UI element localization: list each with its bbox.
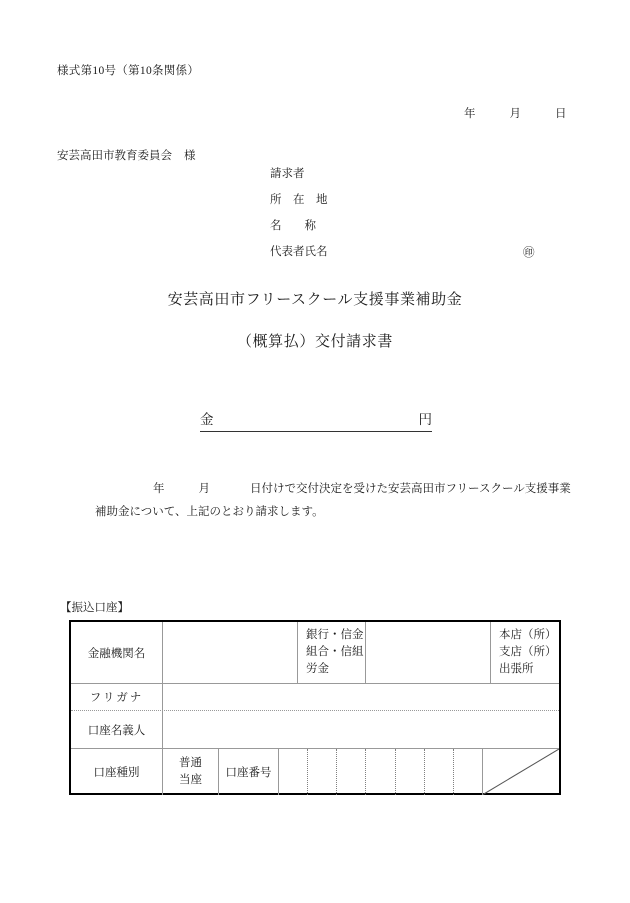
body-month-label: 月 bbox=[198, 483, 210, 495]
furigana-label-cell bbox=[71, 684, 163, 710]
claimant-representative-row bbox=[270, 243, 560, 269]
account-number-label-cell bbox=[219, 749, 279, 795]
account-number-digit-cell[interactable] bbox=[366, 749, 395, 795]
account-number-digit-cell[interactable] bbox=[454, 749, 483, 795]
date-line bbox=[430, 105, 567, 121]
furigana-label: フリガナ bbox=[89, 692, 144, 704]
institution-label: 金融機関名 bbox=[87, 647, 146, 660]
account-number-digit-cell[interactable] bbox=[337, 749, 366, 795]
institution-type-cell[interactable] bbox=[298, 622, 366, 683]
seal-icon: ㊞ bbox=[523, 247, 535, 259]
body-line-2: 業補助金について、上記のとおり請求します。 bbox=[95, 483, 571, 518]
account-type-options bbox=[163, 755, 218, 789]
claimant-name-label: 名 称 bbox=[270, 220, 316, 232]
addressee-honorific: 様 bbox=[184, 150, 196, 162]
table-row-furigana bbox=[71, 684, 559, 711]
document-title-line-1: 安芸高田市フリースクール支援事業補助金 bbox=[167, 292, 463, 308]
branch-value-cell[interactable] bbox=[366, 622, 491, 683]
account-holder-label: 口座名義人 bbox=[87, 724, 146, 737]
document-title-line-2: （概算払）交付請求書 bbox=[236, 334, 393, 350]
account-type-label-cell bbox=[71, 749, 163, 795]
date-day-label: 日 bbox=[555, 108, 567, 120]
claimant-address-label: 所 在 地 bbox=[270, 194, 328, 206]
addressee bbox=[57, 147, 196, 163]
claimant-block bbox=[270, 165, 560, 269]
amount-line bbox=[200, 408, 432, 432]
claimant-representative-label: 代表者氏名 bbox=[270, 246, 328, 258]
account-holder-label-cell bbox=[71, 711, 163, 748]
date-month-label: 月 bbox=[509, 108, 521, 120]
institution-type-options bbox=[298, 627, 365, 678]
claimant-address-row bbox=[270, 191, 560, 217]
account-holder-value-cell[interactable] bbox=[163, 711, 559, 748]
addressee-name: 安芸高田市教育委員会 bbox=[57, 150, 172, 162]
diagonal-strike-icon bbox=[483, 749, 559, 795]
claimant-name-row bbox=[270, 217, 560, 243]
body-paragraph bbox=[95, 478, 575, 524]
bank-account-table bbox=[69, 620, 561, 795]
institution-value-cell[interactable] bbox=[163, 622, 298, 683]
account-type-label: 口座種別 bbox=[93, 766, 140, 779]
claimant-heading: 請求者 bbox=[270, 168, 305, 180]
account-type-option-1: 当座 bbox=[179, 773, 202, 786]
institution-type-option-1: 組合・信組 bbox=[306, 646, 364, 658]
claimant-heading-row bbox=[270, 165, 560, 191]
account-number-digit-cell[interactable] bbox=[279, 749, 308, 795]
date-year-label: 年 bbox=[464, 108, 476, 120]
body-line-1-tail: 日付けで交付決定を受けた安芸高田市フリースクール支援事 bbox=[250, 483, 560, 495]
account-number-digit-cell[interactable] bbox=[425, 749, 454, 795]
branch-type-option-1: 支店（所） bbox=[499, 646, 557, 658]
account-type-option-0: 普通 bbox=[179, 756, 202, 769]
account-type-options-cell[interactable] bbox=[163, 749, 219, 795]
branch-type-option-2: 出張所 bbox=[499, 663, 534, 675]
amount-prefix: 金 bbox=[200, 412, 214, 427]
institution-type-option-0: 銀行・信金 bbox=[306, 629, 364, 641]
account-number-digit-cell[interactable] bbox=[396, 749, 425, 795]
institution-label-cell bbox=[71, 622, 163, 683]
branch-type-options bbox=[491, 627, 559, 678]
branch-type-cell[interactable] bbox=[491, 622, 559, 683]
account-number-unused-cell bbox=[483, 749, 559, 795]
table-row-account-type bbox=[71, 749, 559, 795]
form-number: 様式第10号（第10条関係） bbox=[57, 65, 200, 77]
body-year-label: 年 bbox=[153, 483, 165, 495]
table-row-institution bbox=[71, 622, 559, 684]
furigana-value-cell[interactable] bbox=[163, 684, 559, 710]
account-number-label: 口座番号 bbox=[225, 766, 272, 779]
amount-suffix: 円 bbox=[418, 412, 432, 427]
account-number-digit-cell[interactable] bbox=[308, 749, 337, 795]
table-row-account-holder bbox=[71, 711, 559, 749]
institution-type-option-2: 労金 bbox=[306, 663, 329, 675]
branch-type-option-0: 本店（所） bbox=[499, 629, 557, 641]
bank-section-heading: 【振込口座】 bbox=[60, 602, 129, 614]
